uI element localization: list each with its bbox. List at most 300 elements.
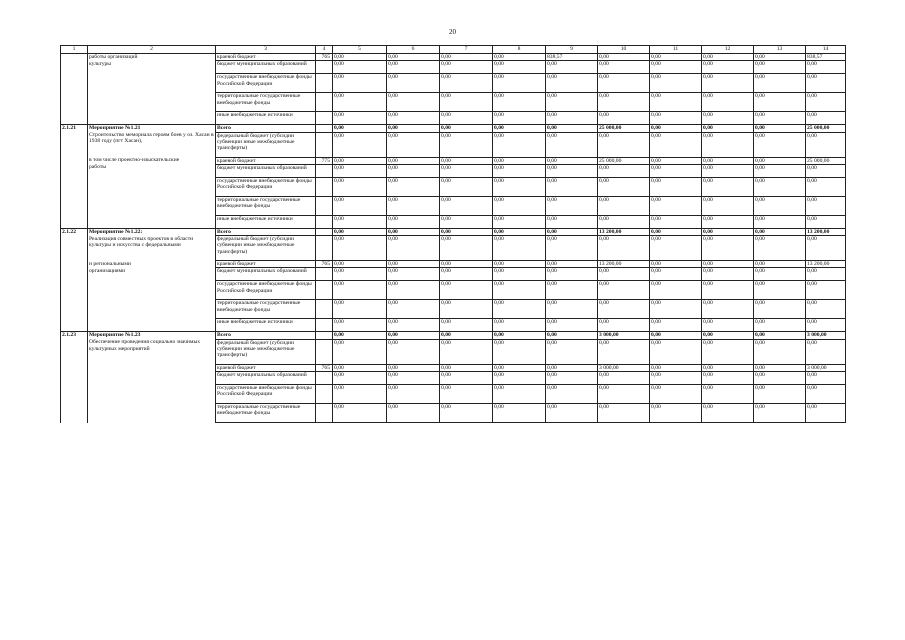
funding-source-cell: иные внебюджетные источники bbox=[216, 319, 316, 332]
table-row bbox=[61, 112, 846, 125]
row-name-cell: культуры bbox=[88, 61, 216, 74]
amount-cell: 0,00 bbox=[493, 125, 546, 132]
amount-cell: 25 000,00 bbox=[598, 157, 650, 164]
amount-cell: 0,00 bbox=[440, 236, 493, 261]
amount-cell: 0,00 bbox=[650, 196, 702, 215]
amount-cell: 0,00 bbox=[806, 319, 846, 332]
amount-cell: 0,00 bbox=[493, 385, 546, 404]
amount-cell: 0,00 bbox=[650, 332, 702, 339]
amount-cell: 0,00 bbox=[440, 215, 493, 228]
column-header: 13 bbox=[754, 46, 806, 54]
amount-cell: 0,00 bbox=[702, 404, 754, 423]
amount-cell: 0,00 bbox=[702, 372, 754, 385]
grbs-code-cell bbox=[316, 196, 333, 215]
amount-cell: 0,00 bbox=[650, 364, 702, 371]
amount-cell: 0,00 bbox=[333, 196, 387, 215]
amount-cell: 0,00 bbox=[546, 61, 598, 74]
table-row bbox=[61, 177, 846, 196]
amount-cell: 0,00 bbox=[650, 300, 702, 319]
amount-cell: 0,00 bbox=[440, 93, 493, 112]
amount-cell: 0,00 bbox=[333, 404, 387, 423]
amount-cell: 0,00 bbox=[440, 268, 493, 281]
amount-cell: 0,00 bbox=[806, 404, 846, 423]
amount-cell: 0,00 bbox=[440, 228, 493, 235]
amount-cell: 0,00 bbox=[754, 228, 806, 235]
amount-cell: 0,00 bbox=[333, 281, 387, 300]
amount-cell: 0,00 bbox=[440, 281, 493, 300]
table-row bbox=[61, 93, 846, 112]
amount-cell: 0,00 bbox=[546, 268, 598, 281]
amount-cell: 0,00 bbox=[650, 385, 702, 404]
amount-cell: 0,00 bbox=[598, 93, 650, 112]
amount-cell: 0,00 bbox=[702, 332, 754, 339]
grbs-code-cell: 765 bbox=[316, 364, 333, 371]
table-row bbox=[61, 404, 846, 423]
amount-cell: 0,00 bbox=[546, 93, 598, 112]
column-header: 11 bbox=[650, 46, 702, 54]
amount-cell: 0,00 bbox=[598, 177, 650, 196]
amount-cell: 0,00 bbox=[493, 93, 546, 112]
amount-cell: 0,00 bbox=[493, 332, 546, 339]
funding-source-cell: иные внебюджетные источники bbox=[216, 112, 316, 125]
amount-cell: 0,00 bbox=[650, 164, 702, 177]
amount-cell: 0,00 bbox=[493, 112, 546, 125]
amount-cell: 0,00 bbox=[806, 177, 846, 196]
amount-cell: 0,00 bbox=[806, 236, 846, 261]
amount-cell: 0,00 bbox=[702, 300, 754, 319]
funding-source-cell: бюджет муниципальных образований bbox=[216, 372, 316, 385]
amount-cell: 0,00 bbox=[754, 339, 806, 364]
amount-cell: 0,00 bbox=[387, 372, 440, 385]
amount-cell: 0,00 bbox=[702, 228, 754, 235]
amount-cell: 0,00 bbox=[754, 268, 806, 281]
row-code-cell bbox=[61, 177, 88, 196]
amount-cell: 0,00 bbox=[440, 177, 493, 196]
funding-source-cell: краевой бюджет bbox=[216, 157, 316, 164]
amount-cell: 0,00 bbox=[387, 236, 440, 261]
amount-cell: 0,00 bbox=[598, 236, 650, 261]
amount-cell: 0,00 bbox=[546, 196, 598, 215]
amount-cell: 25 000,00 bbox=[598, 125, 650, 132]
amount-cell: 0,00 bbox=[440, 339, 493, 364]
amount-cell: 0,00 bbox=[702, 54, 754, 61]
row-name-cell: Мероприятие №1.22: bbox=[88, 228, 216, 235]
amount-cell: 0,00 bbox=[546, 177, 598, 196]
amount-cell: 0,00 bbox=[754, 281, 806, 300]
amount-cell: 0,00 bbox=[598, 112, 650, 125]
column-header: 4 bbox=[316, 46, 333, 54]
grbs-code-cell bbox=[316, 61, 333, 74]
amount-cell: 0,00 bbox=[333, 132, 387, 157]
column-header: 2 bbox=[88, 46, 216, 54]
amount-cell: 0,00 bbox=[702, 93, 754, 112]
amount-cell: 0,00 bbox=[387, 228, 440, 235]
amount-cell: 0,00 bbox=[440, 164, 493, 177]
grbs-code-cell: 765 bbox=[316, 54, 333, 61]
table-row bbox=[61, 164, 846, 177]
amount-cell: 0,00 bbox=[598, 268, 650, 281]
row-name-cell bbox=[88, 319, 216, 332]
amount-cell: 0,00 bbox=[440, 319, 493, 332]
amount-cell: 0,00 bbox=[754, 61, 806, 74]
row-name-cell: в том числе проектно-изыскательские bbox=[88, 157, 216, 164]
amount-cell: 0,00 bbox=[440, 385, 493, 404]
row-code-cell bbox=[61, 74, 88, 93]
column-header: 10 bbox=[598, 46, 650, 54]
amount-cell: 0,00 bbox=[333, 339, 387, 364]
table-row bbox=[61, 215, 846, 228]
amount-cell: 0,00 bbox=[650, 74, 702, 93]
grbs-code-cell bbox=[316, 132, 333, 157]
row-name-cell bbox=[88, 93, 216, 112]
amount-cell: 0,00 bbox=[333, 215, 387, 228]
amount-cell: 0,00 bbox=[493, 319, 546, 332]
amount-cell: 0,00 bbox=[702, 236, 754, 261]
amount-cell: 0,00 bbox=[493, 281, 546, 300]
amount-cell: 0,00 bbox=[754, 319, 806, 332]
table-row bbox=[61, 332, 846, 339]
amount-cell: 0,00 bbox=[440, 261, 493, 268]
column-header: 9 bbox=[546, 46, 598, 54]
amount-cell: 0,00 bbox=[598, 54, 650, 61]
amount-cell: 0,00 bbox=[387, 332, 440, 339]
amount-cell: 0,00 bbox=[754, 332, 806, 339]
amount-cell: 0,00 bbox=[754, 132, 806, 157]
amount-cell: 0,00 bbox=[650, 61, 702, 74]
amount-cell: 0,00 bbox=[650, 339, 702, 364]
funding-source-cell: бюджет муниципальных образований bbox=[216, 268, 316, 281]
amount-cell: 0,00 bbox=[333, 364, 387, 371]
amount-cell: 0,00 bbox=[387, 61, 440, 74]
amount-cell: 0,00 bbox=[546, 364, 598, 371]
page-number: 20 bbox=[449, 28, 456, 36]
grbs-code-cell bbox=[316, 112, 333, 125]
row-code-cell bbox=[61, 261, 88, 268]
amount-cell: 0,00 bbox=[387, 125, 440, 132]
row-code-cell bbox=[61, 54, 88, 61]
row-name-cell bbox=[88, 364, 216, 371]
amount-cell: 0,00 bbox=[598, 385, 650, 404]
amount-cell: 0,00 bbox=[333, 93, 387, 112]
amount-cell: 0,00 bbox=[650, 157, 702, 164]
amount-cell: 0,00 bbox=[387, 74, 440, 93]
row-name-cell: работы организаций bbox=[88, 54, 216, 61]
amount-cell: 0,00 bbox=[650, 228, 702, 235]
amount-cell: 0,00 bbox=[440, 332, 493, 339]
row-code-cell bbox=[61, 300, 88, 319]
amount-cell: 0,00 bbox=[333, 300, 387, 319]
row-name-cell: работы bbox=[88, 164, 216, 177]
table-row bbox=[61, 236, 846, 261]
funding-source-cell: государственные внебюджетные фонды Российской Федерации bbox=[216, 74, 316, 93]
amount-cell: 0,00 bbox=[387, 385, 440, 404]
amount-cell: 0,00 bbox=[650, 132, 702, 157]
amount-cell: 0,00 bbox=[387, 404, 440, 423]
row-code-cell bbox=[61, 164, 88, 177]
amount-cell: 0,00 bbox=[806, 385, 846, 404]
amount-cell: 0,00 bbox=[546, 157, 598, 164]
grbs-code-cell bbox=[316, 281, 333, 300]
funding-source-cell: территориальные государственные внебюджетные фонды bbox=[216, 300, 316, 319]
funding-source-cell: Всего bbox=[216, 228, 316, 235]
amount-cell: 0,00 bbox=[493, 268, 546, 281]
amount-cell: 0,00 bbox=[754, 125, 806, 132]
amount-cell: 0,00 bbox=[440, 132, 493, 157]
amount-cell: 0,00 bbox=[493, 261, 546, 268]
row-code-cell bbox=[61, 215, 88, 228]
amount-cell: 0,00 bbox=[546, 404, 598, 423]
amount-cell: 0,00 bbox=[546, 339, 598, 364]
row-code-cell bbox=[61, 339, 88, 364]
amount-cell: 0,00 bbox=[754, 300, 806, 319]
table-row bbox=[61, 364, 846, 371]
amount-cell: 0,00 bbox=[493, 164, 546, 177]
amount-cell: 0,00 bbox=[493, 364, 546, 371]
amount-cell: 0,00 bbox=[333, 54, 387, 61]
amount-cell: 0,00 bbox=[650, 215, 702, 228]
amount-cell: 0,00 bbox=[702, 215, 754, 228]
row-code-cell: 2.1.21 bbox=[61, 125, 88, 132]
row-code-cell bbox=[61, 385, 88, 404]
row-code-cell bbox=[61, 196, 88, 215]
amount-cell: 0,00 bbox=[650, 125, 702, 132]
row-code-cell bbox=[61, 281, 88, 300]
table-row bbox=[61, 281, 846, 300]
amount-cell: 0,00 bbox=[754, 385, 806, 404]
funding-source-cell: государственные внебюджетные фонды Российской Федерации bbox=[216, 177, 316, 196]
amount-cell: 13 200,00 bbox=[806, 261, 846, 268]
column-header: 1 bbox=[61, 46, 88, 54]
amount-cell: 13 200,00 bbox=[598, 261, 650, 268]
column-header-row bbox=[61, 46, 846, 54]
row-code-cell bbox=[61, 132, 88, 157]
row-name-cell: Мероприятие №1.21 bbox=[88, 125, 216, 132]
amount-cell: 0,00 bbox=[493, 300, 546, 319]
amount-cell: 0,00 bbox=[598, 319, 650, 332]
amount-cell: 0,00 bbox=[702, 61, 754, 74]
grbs-code-cell bbox=[316, 93, 333, 112]
table-row bbox=[61, 61, 846, 74]
amount-cell: 0,00 bbox=[598, 132, 650, 157]
table-row bbox=[61, 132, 846, 157]
table-row bbox=[61, 372, 846, 385]
amount-cell: 0,00 bbox=[546, 228, 598, 235]
row-code-cell bbox=[61, 157, 88, 164]
row-code-cell bbox=[61, 404, 88, 423]
amount-cell: 0,00 bbox=[806, 339, 846, 364]
amount-cell: 3 000,00 bbox=[598, 332, 650, 339]
amount-cell: 25 000,00 bbox=[806, 125, 846, 132]
amount-cell: 0,00 bbox=[650, 319, 702, 332]
row-code-cell bbox=[61, 93, 88, 112]
amount-cell: 13 200,00 bbox=[806, 228, 846, 235]
amount-cell: 0,00 bbox=[387, 177, 440, 196]
amount-cell: 0,00 bbox=[440, 372, 493, 385]
amount-cell: 0,00 bbox=[546, 300, 598, 319]
table-body bbox=[61, 54, 846, 423]
amount-cell: 0,00 bbox=[493, 339, 546, 364]
funding-source-cell: государственные внебюджетные фонды Российской Федерации bbox=[216, 281, 316, 300]
row-code-cell: 2.1.22 bbox=[61, 228, 88, 235]
row-name-cell: Мероприятие №1.23 bbox=[88, 332, 216, 339]
amount-cell: 0,00 bbox=[754, 54, 806, 61]
funding-source-cell: Всего bbox=[216, 125, 316, 132]
grbs-code-cell bbox=[316, 74, 333, 93]
funding-source-cell: федеральный бюджет (субсидии субвенции иные межбюджетные трансферты) bbox=[216, 236, 316, 261]
amount-cell: 0,00 bbox=[650, 268, 702, 281]
amount-cell: 0,00 bbox=[806, 132, 846, 157]
amount-cell: 0,00 bbox=[598, 404, 650, 423]
grbs-code-cell bbox=[316, 385, 333, 404]
amount-cell: 0,00 bbox=[702, 132, 754, 157]
amount-cell: 0,00 bbox=[333, 332, 387, 339]
amount-cell: 0,00 bbox=[598, 196, 650, 215]
grbs-code-cell bbox=[316, 164, 333, 177]
row-name-cell bbox=[88, 385, 216, 404]
amount-cell: 0,00 bbox=[333, 61, 387, 74]
amount-cell: 0,00 bbox=[387, 132, 440, 157]
amount-cell: 0,00 bbox=[333, 74, 387, 93]
grbs-code-cell bbox=[316, 268, 333, 281]
amount-cell: 0,00 bbox=[754, 93, 806, 112]
grbs-code-cell: 765 bbox=[316, 261, 333, 268]
amount-cell: 0,00 bbox=[754, 215, 806, 228]
row-name-cell bbox=[88, 281, 216, 300]
amount-cell: 0,00 bbox=[546, 372, 598, 385]
amount-cell: 0,00 bbox=[754, 157, 806, 164]
amount-cell: 0,00 bbox=[546, 385, 598, 404]
amount-cell: 0,00 bbox=[650, 281, 702, 300]
amount-cell: 0,00 bbox=[546, 74, 598, 93]
amount-cell: 0,00 bbox=[754, 372, 806, 385]
amount-cell: 0,00 bbox=[650, 261, 702, 268]
amount-cell: 0,00 bbox=[702, 339, 754, 364]
funding-source-cell: федеральный бюджет (субсидии субвенции иные межбюджетные трансферты) bbox=[216, 132, 316, 157]
amount-cell: 0,00 bbox=[493, 61, 546, 74]
amount-cell: 3 000,00 bbox=[806, 364, 846, 371]
table-row bbox=[61, 339, 846, 364]
amount-cell: 0,00 bbox=[546, 261, 598, 268]
amount-cell: 0,00 bbox=[546, 164, 598, 177]
table-row bbox=[61, 74, 846, 93]
amount-cell: 25 000,00 bbox=[806, 157, 846, 164]
amount-cell: 3 000,00 bbox=[598, 364, 650, 371]
row-code-cell: 2.1.23 bbox=[61, 332, 88, 339]
amount-cell: 0,00 bbox=[598, 372, 650, 385]
amount-cell: 0,00 bbox=[754, 74, 806, 93]
amount-cell: 0,00 bbox=[440, 404, 493, 423]
row-name-cell: и региональными bbox=[88, 261, 216, 268]
amount-cell: 0,00 bbox=[806, 268, 846, 281]
row-name-cell bbox=[88, 112, 216, 125]
amount-cell: 0,00 bbox=[702, 112, 754, 125]
row-name-cell bbox=[88, 196, 216, 215]
column-header: 3 bbox=[216, 46, 316, 54]
amount-cell: 0,00 bbox=[650, 93, 702, 112]
amount-cell: 0,00 bbox=[754, 164, 806, 177]
amount-cell: 3 000,00 bbox=[806, 332, 846, 339]
amount-cell: 0,00 bbox=[754, 177, 806, 196]
amount-cell: 0,00 bbox=[546, 281, 598, 300]
grbs-code-cell bbox=[316, 339, 333, 364]
amount-cell: 0,00 bbox=[598, 74, 650, 93]
amount-cell: 0,00 bbox=[333, 125, 387, 132]
amount-cell: 0,00 bbox=[493, 404, 546, 423]
amount-cell: 0,00 bbox=[702, 196, 754, 215]
row-name-cell bbox=[88, 300, 216, 319]
amount-cell: 0,00 bbox=[333, 157, 387, 164]
funding-source-cell: государственные внебюджетные фонды Российской Федерации bbox=[216, 385, 316, 404]
amount-cell: 0,00 bbox=[333, 112, 387, 125]
funding-source-cell: территориальные государственные внебюджетные фонды bbox=[216, 404, 316, 423]
amount-cell: 0,00 bbox=[702, 281, 754, 300]
table-row bbox=[61, 319, 846, 332]
amount-cell: 0,00 bbox=[702, 177, 754, 196]
row-name-cell: Строительство мемориала героям боев у оз. Хасан в 1938 году (пгт Хасан), bbox=[88, 132, 216, 157]
amount-cell: 0,00 bbox=[546, 112, 598, 125]
amount-cell: 0,00 bbox=[806, 281, 846, 300]
amount-cell: 0,00 bbox=[493, 74, 546, 93]
amount-cell: 0,00 bbox=[702, 385, 754, 404]
grbs-code-cell bbox=[316, 125, 333, 132]
table-row bbox=[61, 385, 846, 404]
amount-cell: 0,00 bbox=[702, 268, 754, 281]
grbs-code-cell: 775 bbox=[316, 157, 333, 164]
row-code-cell bbox=[61, 268, 88, 281]
amount-cell: 0,00 bbox=[333, 319, 387, 332]
row-code-cell bbox=[61, 236, 88, 261]
row-name-cell bbox=[88, 404, 216, 423]
column-header: 12 bbox=[702, 46, 754, 54]
grbs-code-cell bbox=[316, 236, 333, 261]
amount-cell: 0,00 bbox=[546, 132, 598, 157]
amount-cell: 0,00 bbox=[387, 54, 440, 61]
amount-cell: 0,00 bbox=[754, 404, 806, 423]
column-header: 14 bbox=[806, 46, 846, 54]
table-row bbox=[61, 125, 846, 132]
amount-cell: 838,57 bbox=[546, 54, 598, 61]
row-name-cell: Реализация совместных проектов в области культуры и искусства с федеральными bbox=[88, 236, 216, 261]
amount-cell: 0,00 bbox=[650, 372, 702, 385]
amount-cell: 0,00 bbox=[493, 228, 546, 235]
amount-cell: 0,00 bbox=[754, 112, 806, 125]
amount-cell: 0,00 bbox=[702, 164, 754, 177]
grbs-code-cell bbox=[316, 215, 333, 228]
amount-cell: 0,00 bbox=[806, 215, 846, 228]
funding-source-cell: бюджет муниципальных образований bbox=[216, 61, 316, 74]
amount-cell: 0,00 bbox=[702, 157, 754, 164]
amount-cell: 0,00 bbox=[387, 215, 440, 228]
grbs-code-cell bbox=[316, 228, 333, 235]
amount-cell: 0,00 bbox=[440, 54, 493, 61]
row-code-cell bbox=[61, 372, 88, 385]
funding-source-cell: краевой бюджет bbox=[216, 54, 316, 61]
budget-table bbox=[60, 45, 846, 423]
row-name-cell: Обеспечение проведения социально значимых культурных мероприятий bbox=[88, 339, 216, 364]
amount-cell: 0,00 bbox=[598, 164, 650, 177]
column-header: 8 bbox=[493, 46, 546, 54]
row-name-cell bbox=[88, 74, 216, 93]
amount-cell: 0,00 bbox=[598, 300, 650, 319]
amount-cell: 0,00 bbox=[650, 112, 702, 125]
funding-source-cell: Всего bbox=[216, 332, 316, 339]
amount-cell: 0,00 bbox=[806, 196, 846, 215]
amount-cell: 0,00 bbox=[650, 236, 702, 261]
amount-cell: 13 200,00 bbox=[598, 228, 650, 235]
amount-cell: 0,00 bbox=[440, 112, 493, 125]
amount-cell: 0,00 bbox=[493, 372, 546, 385]
funding-source-cell: краевой бюджет bbox=[216, 364, 316, 371]
